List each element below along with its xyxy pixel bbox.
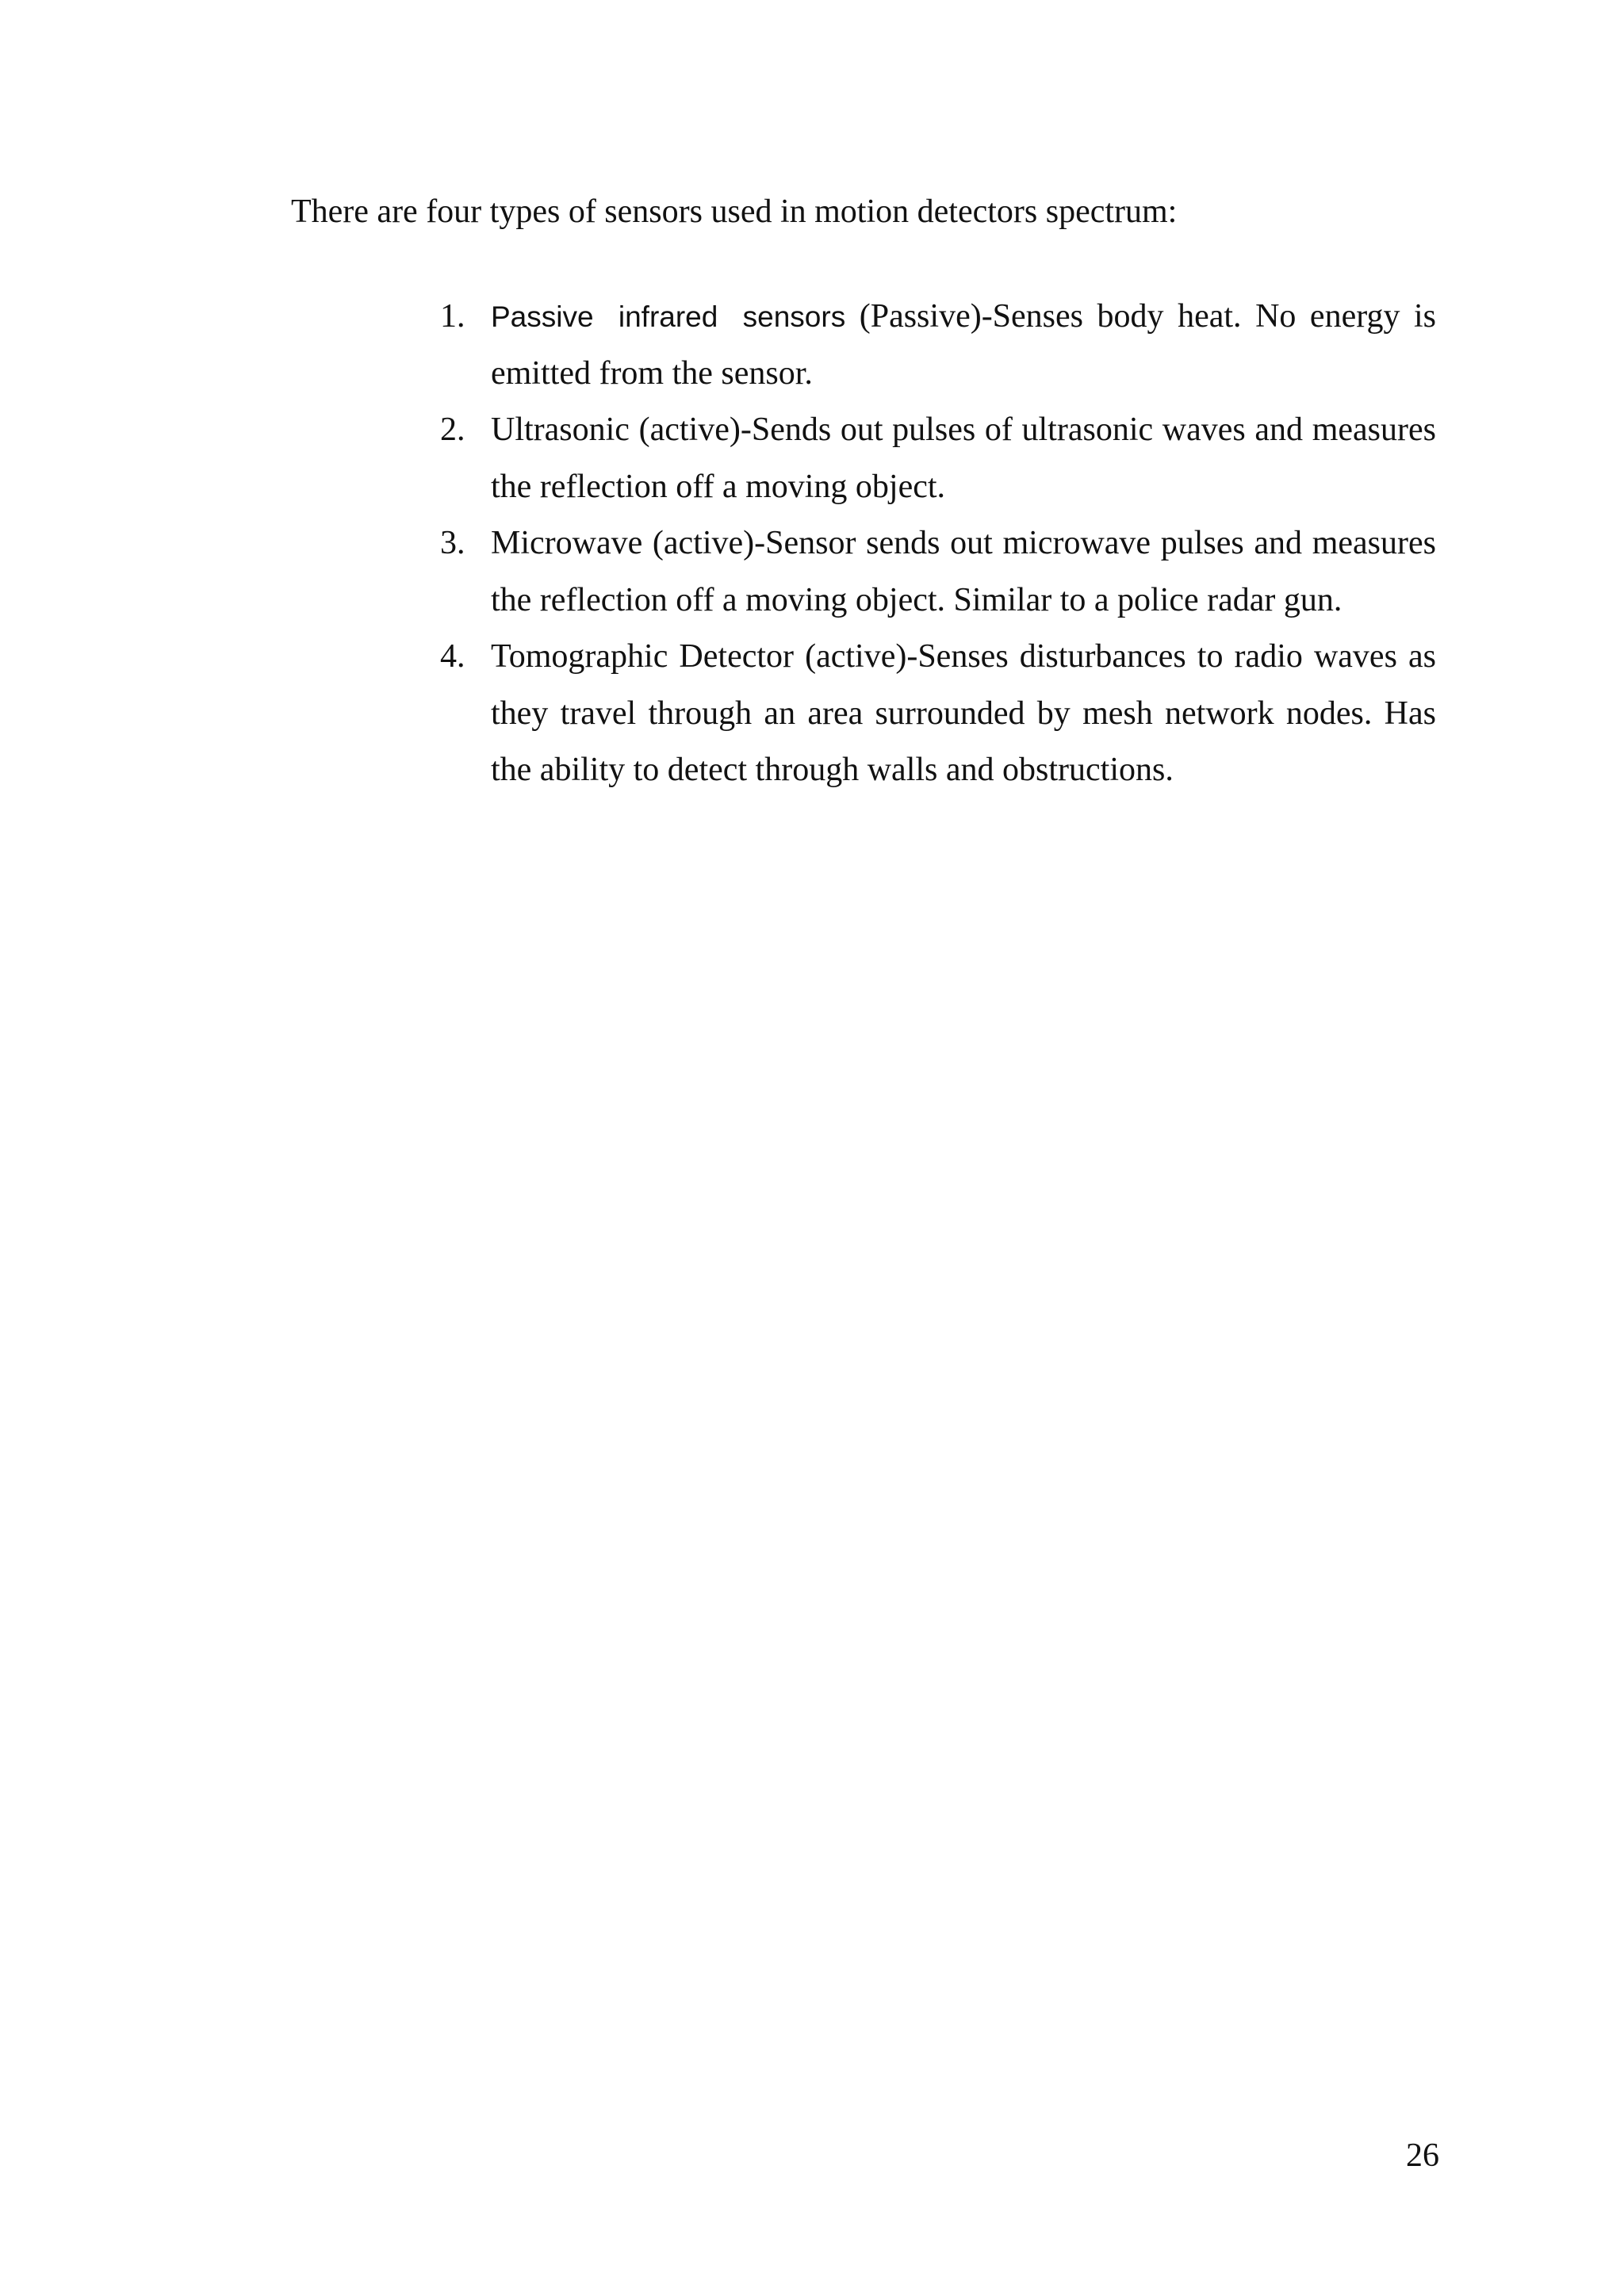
passive-infrared-term: Passive infrared sensors [491, 300, 846, 333]
sensor-item-tomographic [440, 629, 1436, 799]
sensor-item-passive-infrared [440, 289, 1436, 402]
sensor-item-microwave [440, 515, 1436, 629]
list-number: 1. [440, 298, 465, 335]
list-item-text: Microwave (active)-Sensor sends out microwave pulses and measures the reflection off a moving object. Similar to a police radar gun. [491, 525, 1436, 618]
page-number: 26 [1406, 2137, 1439, 2174]
sensor-item-ultrasonic [440, 402, 1436, 515]
list-item-text: (Passive)-Senses body heat. No energy is emitted from the sensor. [491, 298, 1436, 392]
list-item-text: Tomographic Detector (active)-Senses disturbances to radio waves as they travel through an area surrounded by mesh network nodes. Has the ability to detect through walls and obstructions. [491, 638, 1436, 788]
list-number: 3. [440, 525, 465, 561]
list-number: 4. [440, 638, 465, 675]
list-item-text: Ultrasonic (active)-Sends out pulses of ultrasonic waves and measures the reflection off a moving object. [491, 411, 1436, 505]
intro-paragraph: There are four types of sensors used in motion detectors spectrum: [291, 193, 1178, 230]
sensor-type-list [440, 289, 1436, 799]
list-number: 2. [440, 411, 465, 448]
